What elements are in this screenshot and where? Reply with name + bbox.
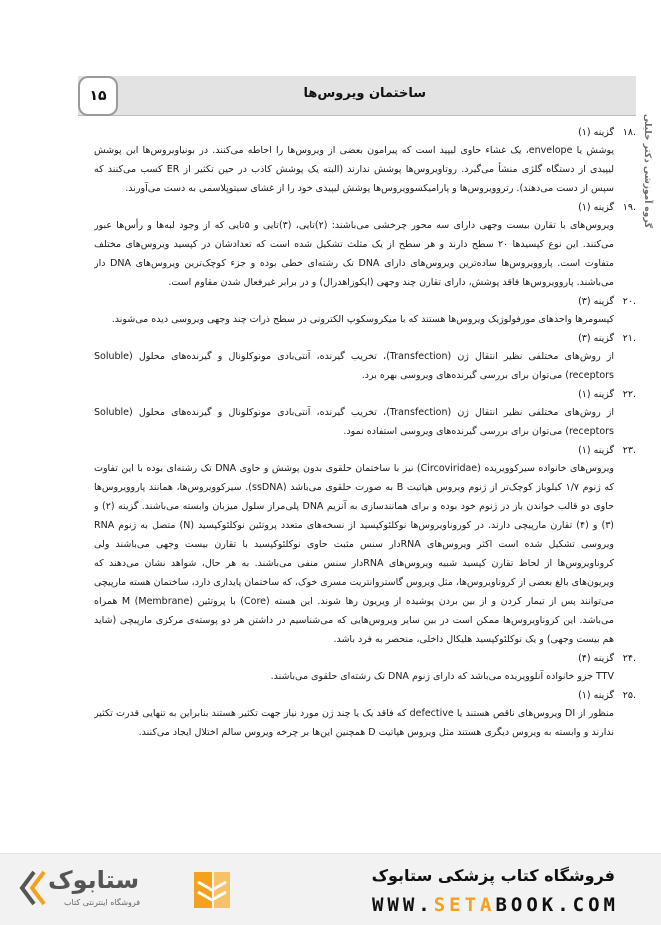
question-number: .۲۰ [622, 296, 636, 307]
question-number: .۱۸ [622, 127, 636, 138]
setabook-logo[interactable] [18, 864, 168, 916]
answer-list [94, 124, 636, 850]
question-number: .۲۱ [622, 333, 636, 344]
explanation-text: ویروس‌های با تقارن بیست وجهی دارای سه محور چرخشی می‌باشند: (۲)تایی، (۳)تایی و ۵تایی که از وجود لبه‌ها و رأس‌ها عبور می‌کنند. این نوع کپسیدها ۲۰ سطح دارند و هر سطح از یک مثلث تشکیل شده است که تعدادشان در کپسید ویروس‌های مختلف متفاوت است. پاروویروس‌ها ساده‌ترین ویروس‌های دارای DNA تک رشته‌ای خطی بوده و جزء کوچک‌ترین ویروس‌های DNA دار می‌باشند. پاروویروس‌ها فاقد پوشش، دارای تقارن چند وجهی (ایکوزاهدرال) و در برابر غیرفعال شدن مقاوم است. [94, 220, 614, 288]
question-number: .۱۹ [622, 202, 636, 213]
logo-subtitle: فروشگاه اینترنتی کتاب [64, 898, 141, 907]
url-prefix: WWW. [371, 894, 434, 916]
side-tab-label: گروه آموزشی دکتر خلیلی [642, 113, 653, 229]
url-suffix: .COM [557, 894, 619, 916]
answer-option: گزینه (۱) [578, 389, 614, 400]
chapter-title: ساختمان ویروس‌ها [303, 86, 426, 101]
answer-option: گزینه (۱) [578, 202, 614, 213]
answer-option: گزینه (۱) [578, 127, 614, 138]
answer-option: گزینه (۴) [578, 653, 614, 664]
question-number: .۲۳ [622, 445, 636, 456]
side-tab [637, 113, 657, 229]
explanation-text: منظور از DI ویروس‌های ناقص هستند یا defective که فاقد یک یا چند ژن مورد نیاز جهت تکثیر هستند بنابراین به تنهایی قدرت تکثیر ندارند و وابسته به ویروس دیگری هستند مثل ویروس هپاتیت D همچنین این‌ها بر چرخه ویروس سالم اختلال ایجاد می‌کنند. [94, 708, 614, 738]
explanation-text: پوشش یا envelope، یک غشاء حاوی لیپید است که پیرامون بعضی از ویروس‌ها را احاطه می‌کنند. در بونیاویروس‌ها این پوشش لیپیدی از دستگاه گلژی منشأ می‌گیرد. روتاویروس‌ها پوشش ندارند (البته یک پوشش کاذب در حین تکثیر از ER کسب می‌کنند که سپس از دست می‌دهند). رتروویروس‌ها و پارامیکسوویروس‌ها پوشش لیپیدی خود را از غشای سیتوپلاسمی به دست می‌آورند. [94, 145, 614, 194]
question-item [94, 330, 636, 385]
explanation-text: از روش‌های مختلفی نظیر انتقال ژن (Transfection)، تخریب گیرنده، آنتی‌بادی مونوکلونال و گیرنده‌های محلول (Soluble receptors) می‌توان برای بررسی گیرنده‌های ویروسی بهره برد. [94, 351, 614, 381]
question-item [94, 442, 636, 649]
explanation-text: ویروس‌های خانواده سیرکوویریده (Circoviridae) نیز با ساختمان حلقوی بدون پوشش و حاوی DNA تک رشته‌ای بوده با این تفاوت که ژنوم ۱/۷ کیلوباز کوچک‌تر از ژنوم ویروس هپاتیت B به صورت حلقوی می‌باشد (ssDNA). سیرکوویروس‌ها، همانند پاروویروس‌ها حاوی دو قالب خواندن باز در ژنوم خود بوده و برای همانندسازی به آنزیم DNA پلی‌مراز سلول میزبان وابسته می‌باشند. گزینه (۲) و (۳) و (۴) تقارن مارپیچی دارند. در کوروناویروس‌ها نوکلئوکپسید از نسخه‌های متعدد پروتئین نوکلئوکپسید (N) متصل به ژنوم RNA ویروسی تشکیل شده است اکثر ویروس‌های RNAدار سنس مثبت حاوی نوکلئوکپسید با تقارن بیست وجهی می‌باشند ولی کروناویروس‌ها از لحاظ تقارن کپسید شبیه ویروس‌های RNAدار سنس منفی می‌باشند. به هر حال، شواهد نشان می‌دهند که ویریون‌های بالغ بعضی از کروناویروس‌ها، مثل ویروس گاستروانتریت مسری خوک، که ساختمان پایداری دارد، ساختمان هسته مارپیچی می‌توانند پس از تیمار کردن و از بین بردن پوشیده از ویریون رها شوند. این هسته (Core) با پروتئین M (Membrane) همراه می‌باشد. این کروناویروس‌ها ممکن است در بین سایر ویروس‌هایی که می‌شناسیم در داشتن هر دو پوسته‌ی مرکزی مارپیچی (شاید هم بیست وجهی) و یک نوکلئوکپسید هلیکال داخلی، منحصر به فرد باشد. [94, 463, 615, 645]
question-item [94, 124, 636, 198]
footer-banner [0, 853, 661, 925]
book-chevron-icon [190, 868, 234, 912]
question-number: .۲۵ [622, 690, 636, 701]
question-item [94, 650, 636, 686]
url-seta: SETA [433, 894, 496, 916]
question-number: .۲۴ [622, 653, 636, 664]
question-item [94, 386, 636, 441]
shop-name: فروشگاه کتاب پزشکی ستابوک [371, 866, 615, 885]
page-header [78, 76, 636, 116]
explanation-text: از روش‌های مختلفی نظیر انتقال ژن (Transfection)، تخریب گیرنده، آنتی‌بادی مونوکلونال و گیرنده‌های محلول (Soluble receptors) می‌توان برای بررسی گیرنده‌های ویروسی استفاده نمود. [94, 407, 614, 437]
question-item [94, 199, 636, 292]
answer-option: گزینه (۱) [578, 445, 614, 456]
answer-option: گزینه (۱) [578, 690, 614, 701]
logo-word: ستابوک [48, 866, 140, 894]
answer-option: گزینه (۳) [578, 296, 614, 307]
answer-option: گزینه (۳) [578, 333, 614, 344]
question-item [94, 293, 636, 329]
question-item [94, 687, 636, 742]
double-chevron-icon [18, 870, 46, 906]
explanation-text: TTV جزو خانواده آنلوویریده می‌باشد که دارای ژنوم DNA تک رشته‌ای حلقوی می‌باشند. [270, 671, 614, 682]
page-number: ۱۵ [78, 76, 118, 116]
explanation-text: کپسومرها واحدهای مورفولوژیک ویروس‌ها هستند که با میکروسکوپ الکترونی در سطح ذرات چند وجهی ویروسی دیده می‌شوند. [111, 314, 614, 325]
shop-url-link[interactable] [372, 894, 619, 916]
question-number: .۲۲ [622, 389, 636, 400]
url-book: BOOK [495, 894, 558, 916]
